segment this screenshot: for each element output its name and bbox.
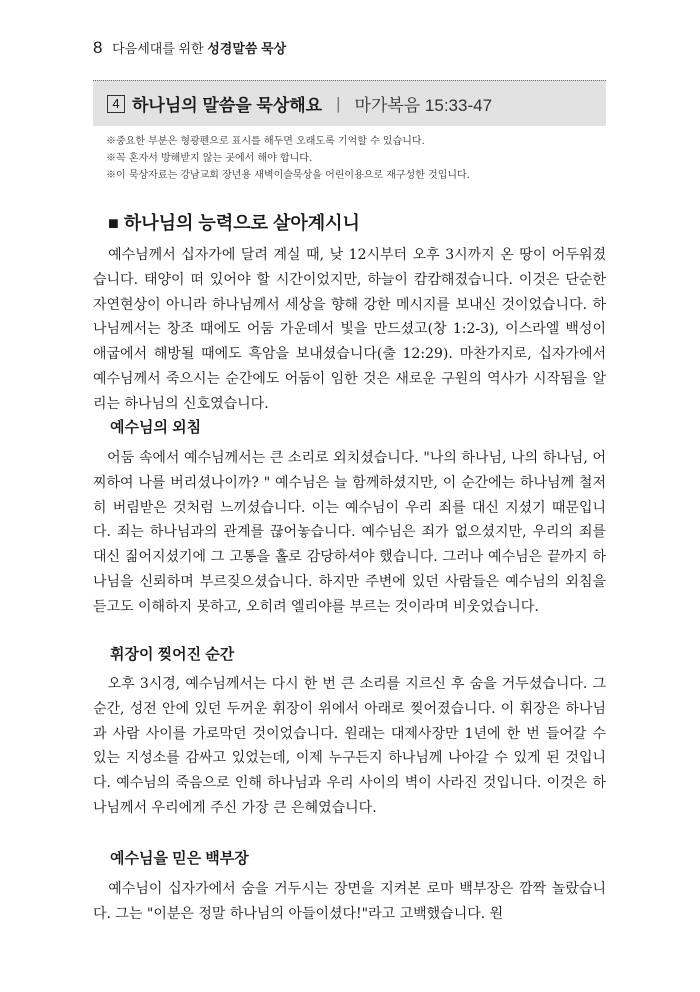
paragraph-2: 어둠 속에서 예수님께서는 큰 소리로 외치셨습니다. "나의 하나님, 나의 하나님, 어찌하여 나를 버리셨나이까? " 예수님은 늘 함께하셨지만, 이 순간에는 하나님께 철저히 버림받은 것처럼 느끼셨습니다. 이는 예수님이 우리 죄를 대신 지셨기 때문입니다. 죄는 하나님과의 관계를 끊어놓습니다. 예수님은 죄가 없으셨지만, 우리의 죄를 대신 짊어지셨기에 그 고통을 홀로 감당하셔야 했습니다. 그러나 예수님은 끝까지 하나님을 신뢰하며 부르짖으셨습니다. 하지만 주변에 있던 사람들은 예수님의 외침을 듣고도 이해하지 못하고, 오히려 엘리야를 부르는 것이라며 비웃었습니다. — [93, 450, 606, 615]
note-line: ※꼭 혼자서 방해받지 않는 곳에서 해야 합니다. — [106, 153, 313, 164]
note-line: ※중요한 부분은 형광펜으로 표시를 해두면 오래도록 기억할 수 있습니다. — [106, 136, 425, 147]
section-title-box — [93, 80, 606, 126]
subheading-centurion: 예수님을 믿은 백부장 — [110, 850, 249, 867]
paragraph-1: 예수님께서 십자가에 달려 계실 때, 낮 12시부터 오후 3시까지 온 땅이 어두워졌습니다. 태양이 떠 있어야 할 시간이었지만, 하늘이 캄캄해졌습니다. 이것은 단순한 자연현상이 아니라 하나님께서 세상을 향해 강한 메시지를 보내신 것이었습니다. 하나님께서는 창조 때에도 어둠 가운데서 빛을 만드셨고(창 1:2-3), 이스라엘 백성이 애굽에서 해방될 때에도 흑암을 보내셨습니다(출 12:29). 마찬가지로, 십자가에서 예수님께서 죽으시는 순간에도 어둠이 임한 것은 새로운 구원의 역사가 시작됨을 알리는 하나님의 신호였습니다. — [93, 247, 606, 412]
header-bold-text: 성경말씀 묵상 — [207, 41, 287, 56]
section-number: 4 — [107, 95, 125, 113]
paragraph-4: 예수님이 십자가에서 숨을 거두시는 장면을 지켜본 로마 백부장은 깜짝 놀랐습니다. 그는 "이분은 정말 하나님의 아들이셨다!"라고 고백했습니다. 원 — [93, 881, 606, 922]
title-separator: | — [336, 93, 341, 113]
notes — [106, 133, 470, 184]
paragraph-3: 오후 3시경, 예수님께서는 다시 한 번 큰 소리를 지르신 후 숨을 거두셨습니다. 그 순간, 성전 안에 있던 두꺼운 휘장이 위에서 아래로 찢어졌습니다. 이 휘장은 하나님과 사람 사이를 가로막던 것이었습니다. 원래는 대제사장만 1년에 한 번 들어갈 수 있는 지성소를 감싸고 있었는데, 이제 누구든지 하나님께 나아갈 수 있게 된 것입니다. 예수님의 죽음으로 인해 하나님과 우리 사이의 벽이 사라진 것입니다. 이것은 하나님께서 우리에게 주신 가장 큰 은혜였습니다. — [93, 676, 606, 816]
subheading-cry: 예수님의 외침 — [110, 419, 202, 436]
page-number: 8 — [93, 38, 103, 57]
note-line: ※이 묵상자료는 강남교회 장년용 새벽이슬묵상을 어린이용으로 재구성한 것입니다. — [106, 170, 470, 181]
subheading-veil: 휘장이 찢어진 순간 — [110, 646, 235, 663]
main-heading: ■ 하나님의 능력으로 살아계시니 — [108, 213, 360, 233]
header-text: 다음세대를 위한 — [112, 41, 204, 56]
page-header — [93, 38, 286, 58]
section-title: 하나님의 말씀을 묵상해요 — [132, 96, 323, 115]
scripture-reference: 마가복음 15:33-47 — [354, 96, 493, 115]
